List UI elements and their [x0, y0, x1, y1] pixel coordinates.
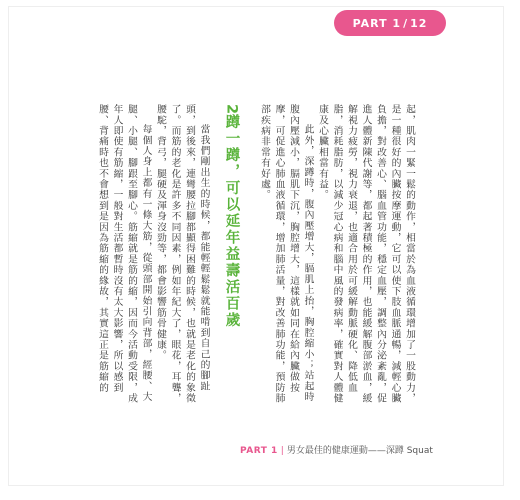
page-number: 12: [410, 16, 428, 30]
page-separator: /: [403, 16, 409, 30]
paragraph: 每個人身上都有一條大筋，從頭部開始引向背部，經腰、大腿、小腿、腳跟至腳心。筋縮就是筋的縮，因而今活動受限，成年人即使有筋縮，一般對生活都暫時沒有太大影響，所以感到腰、背痛時也不會想到是因為筋縮的緣故，其實這正是筋縮的: [97, 104, 152, 404]
paragraph: 當我們剛出生的時候，都能輕輕鬆鬆就能啃到自己的腳趾頭，到後來，連彎腰拉腳都顯得困難的時候，也就是老化的象徵了。而筋的老化是許多不同因素，例如年紀大了，眼花，耳聾，腰駝，背弓，腿硬及渾身沒勁等，都會影響筋骨健康。: [155, 104, 210, 404]
footer-book-title: 男女最佳的健康運動——深蹲 Squat: [286, 446, 433, 456]
page-footer: [240, 443, 433, 456]
footer-divider: |: [280, 446, 284, 456]
section-number: 2: [223, 104, 240, 115]
footer-part-label: PART 1: [240, 446, 278, 456]
paragraph: 此外，深蹲時，腹內壓增大，膈肌上抬，胸腔縮小；站起時腹內壓減小，膈肌下沉，胸腔增大，這樣就如同在給內臟做按摩，可促進心肺血液循環，增加肺活量，對改善肺功能，預防肺部疾病非常有好處。: [259, 104, 314, 404]
section-heading: [221, 104, 243, 408]
part-label: PART 1: [352, 16, 402, 30]
section-title: 蹲一蹲，可以延年益壽活百歲: [223, 114, 240, 329]
paragraph: 起，肌肉一緊一鬆的動作，相當於為血液循環增加了一股動力，是一種很好的內臟按摩運動，它可以使下肢血脈通暢，減輕心臟負擔，對改善心、腦血管功能，穩定血壓，調整內分泌紊亂，促進人體新陳代謝等，都起著積極的作用，也能緩解腹部淤血，緩解視力疲勞，視力衰退，也適合用於可緩解動脈硬化、降低血脂，消耗脂肪，以減少冠心病和腦中風的發病率，確實對人體健康及心臟相當有益。: [317, 104, 415, 404]
vertical-body-text: [96, 104, 416, 408]
page-number-tab: [334, 10, 446, 36]
